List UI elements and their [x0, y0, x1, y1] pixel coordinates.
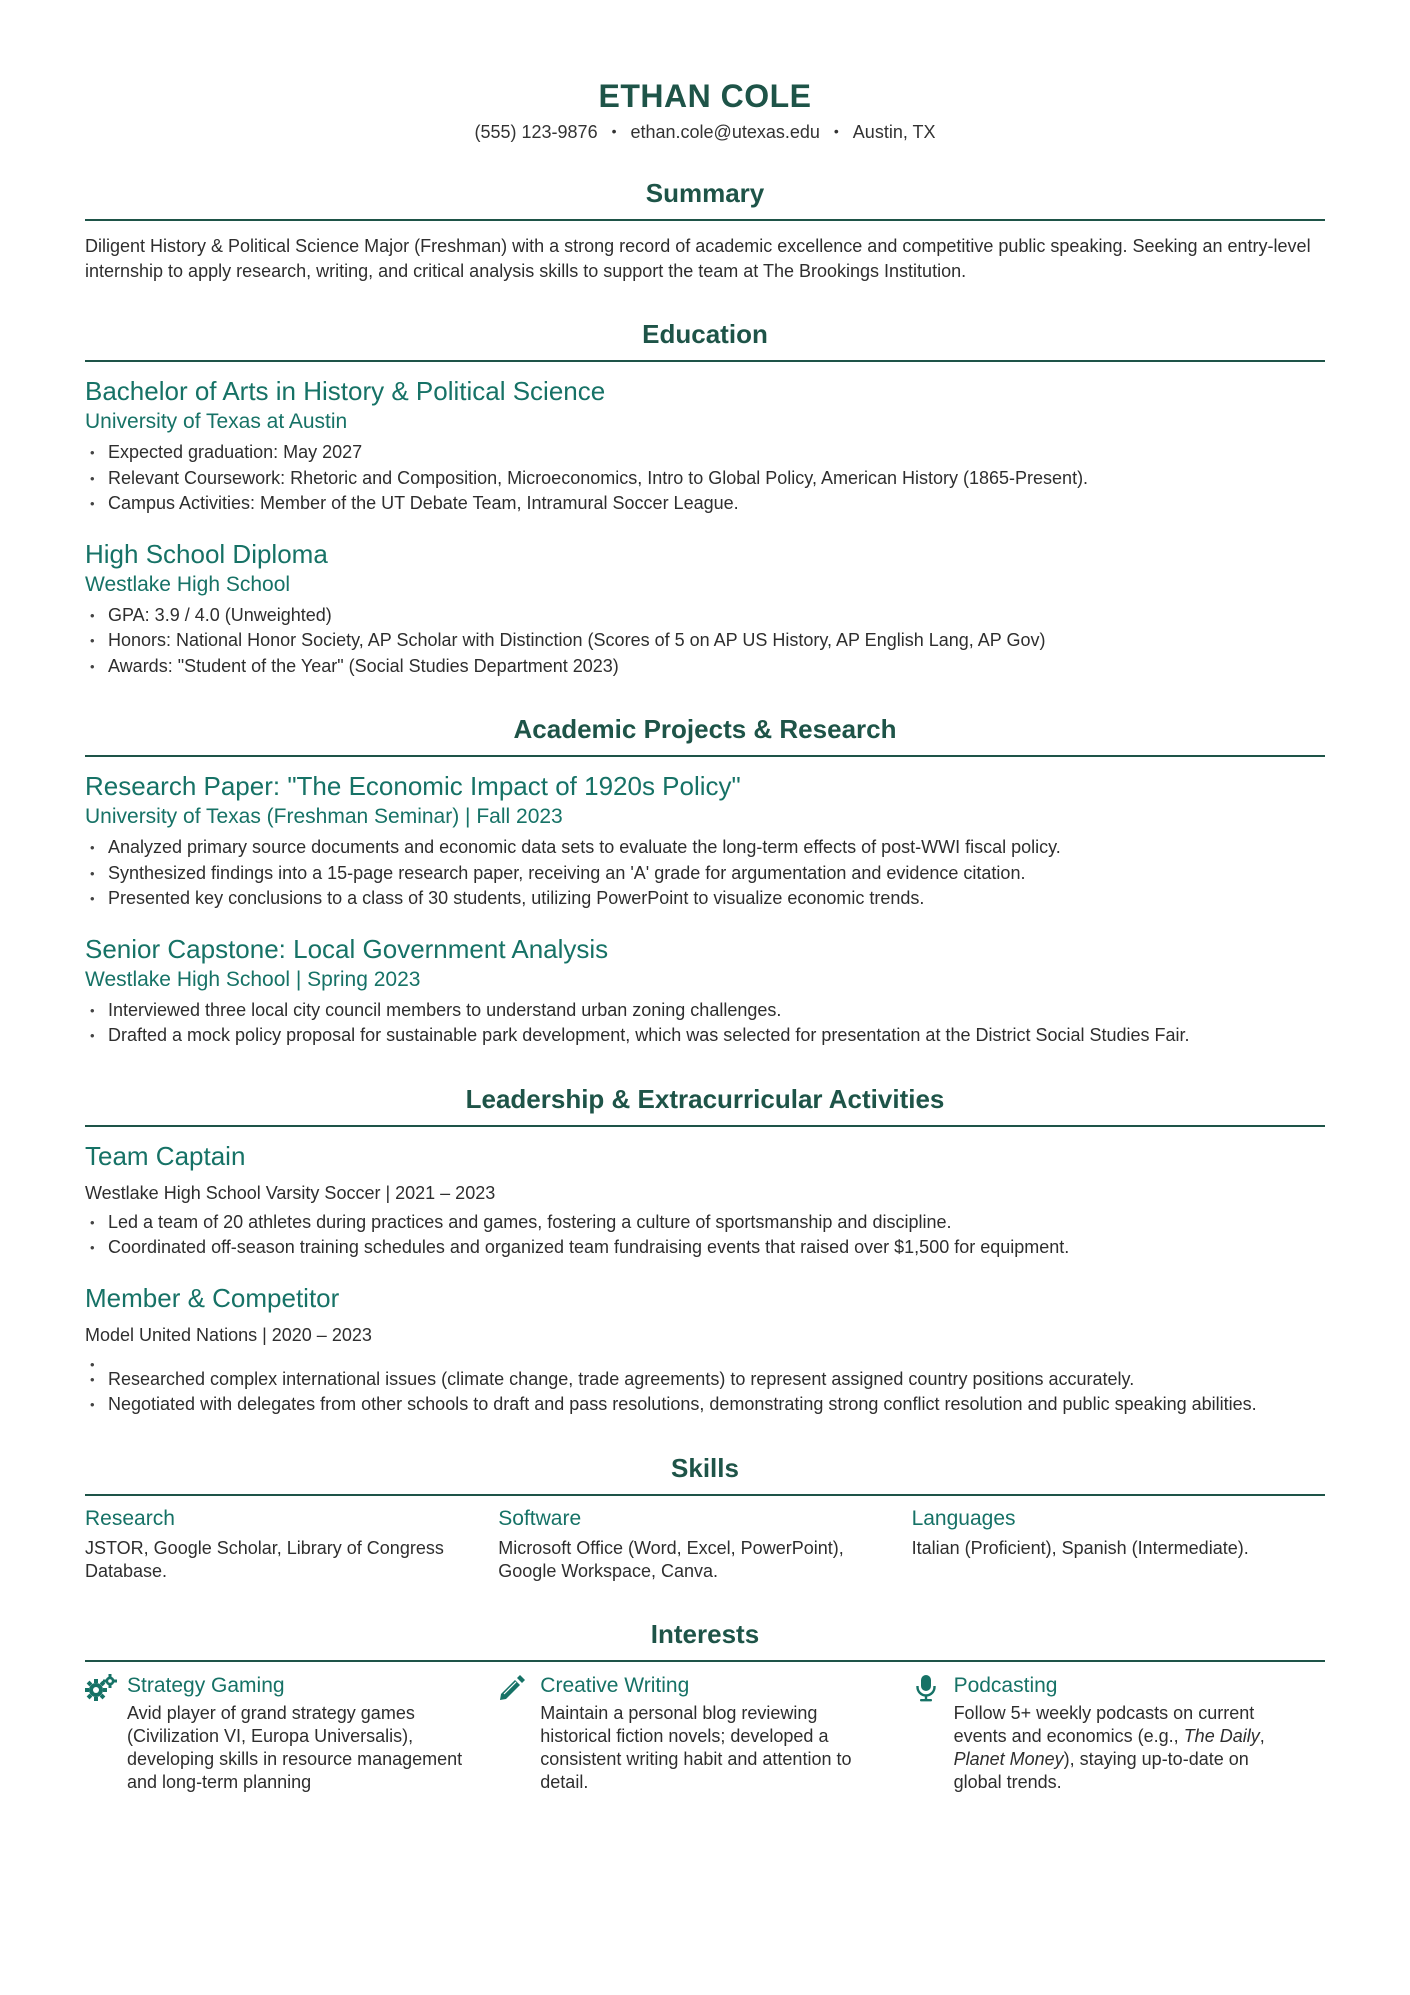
entry-meta: Westlake High School Varsity Soccer | 2021 – 2023	[85, 1182, 496, 1203]
summary-section	[85, 176, 1325, 284]
interest-podcasting	[912, 1672, 1325, 1794]
bullet-item: • Analyzed primary source documents and economic data sets to evaluate the long-term effects of post-WWI fiscal policy.	[90, 837, 1061, 857]
section-divider	[85, 219, 1325, 221]
pencil-icon	[498, 1672, 530, 1794]
bullet-list	[85, 1210, 1325, 1261]
skill-heading: Research	[85, 1506, 175, 1530]
bullet-item: • Campus Activities: Member of the UT Debate Team, Intramural Soccer League.	[90, 493, 739, 513]
section-title-leadership: Leadership & Extracurricular Activities	[465, 1083, 945, 1114]
bullet-item: • Drafted a mock policy proposal for sustainable park development, which was selected for presentation at the District Social Studies Fair.	[90, 1025, 1190, 1045]
bullet-item: • Negotiated with delegates from other schools to draft and pass resolutions, demonstrating strong conflict resolution and public speaking abilities.	[90, 1394, 1257, 1414]
entry-meta: Model United Nations | 2020 – 2023	[85, 1324, 372, 1345]
education-section	[85, 317, 1325, 679]
interest-heading: Creative Writing	[540, 1673, 690, 1697]
skill-column-research	[85, 1505, 498, 1583]
skill-column-languages	[912, 1505, 1325, 1583]
entry-title: Senior Capstone: Local Government Analysis	[85, 933, 609, 964]
interest-text: Avid player of grand strategy games (Civilization VI, Europa Universalis), developing skills in resource management and long-term planning	[127, 1702, 463, 1792]
bullet-list	[85, 603, 1325, 680]
section-title-skills: Skills	[671, 1452, 739, 1483]
separator-dot: •	[833, 123, 839, 139]
bullet-item: • Synthesized findings into a 15-page research paper, receiving an 'A' grade for argumentation and evidence citation.	[90, 862, 1026, 883]
leadership-section	[85, 1082, 1325, 1418]
skills-section	[85, 1451, 1325, 1583]
contact-line	[85, 120, 1325, 145]
interest-heading: Strategy Gaming	[127, 1673, 285, 1697]
skill-text: Italian (Proficient), Spanish (Intermediate).	[911, 1537, 1249, 1558]
entry-title: Bachelor of Arts in History & Political Science	[85, 376, 606, 406]
location: Austin, TX	[852, 122, 936, 142]
interest-creative-writing	[498, 1672, 911, 1794]
skill-text: JSTOR, Google Scholar, Library of Congress Database.	[85, 1537, 444, 1581]
entry-title: Team Captain	[85, 1140, 246, 1171]
project-entry	[85, 770, 1325, 912]
phone-number: (555) 123-9876	[474, 122, 598, 142]
entry-institution: Westlake High School	[85, 572, 291, 596]
entry-subtitle: University of Texas (Freshman Seminar) | Fall 2023	[85, 805, 563, 828]
skill-heading: Software	[498, 1506, 582, 1530]
section-divider	[85, 1660, 1325, 1662]
section-title-interests: Interests	[650, 1618, 760, 1649]
bullet-item: • Awards: "Student of the Year" (Social Studies Department 2023)	[90, 655, 619, 676]
section-divider	[85, 755, 1325, 757]
separator-dot: •	[611, 123, 617, 139]
interests-grid	[85, 1672, 1325, 1794]
bullet-item: • GPA: 3.9 / 4.0 (Unweighted)	[90, 604, 332, 625]
section-title-summary: Summary	[645, 178, 765, 208]
interest-text: Maintain a personal blog reviewing historical fiction novels; developed a consistent writing habit and attention to detail.	[540, 1702, 852, 1792]
summary-text: Diligent History & Political Science Major (Freshman) with a strong record of academic excellence and competitive public speaking. Seeking an entry-level internship to apply research, writing, and critical analysis skills to support the team at The Brookings Institution.	[85, 236, 1311, 281]
interests-section	[85, 1617, 1325, 1794]
podcast-title: Planet Money	[953, 1748, 1064, 1769]
bullet-item: • Expected graduation: May 2027	[90, 442, 363, 462]
entry-title: Member & Competitor	[85, 1282, 340, 1313]
podcast-title: The Daily	[1183, 1725, 1260, 1746]
education-entry	[85, 538, 1325, 680]
bullet-item: • Led a team of 20 athletes during practices and games, fostering a culture of sportsmanship and discipline.	[90, 1211, 952, 1232]
bullet-item: • Researched complex international issues (climate change, trade agreements) to represent assigned country positions accurately.	[90, 1368, 1135, 1389]
skill-text: Microsoft Office (Word, Excel, PowerPoint), Google Workspace, Canva.	[498, 1537, 844, 1581]
bullet-item: • Interviewed three local city council members to understand urban zoning challenges.	[90, 999, 782, 1020]
gears-icon	[85, 1672, 117, 1794]
section-divider	[85, 1125, 1325, 1127]
bullet-item: • Presented key conclusions to a class of 30 students, utilizing PowerPoint to visualize economic trends.	[90, 888, 925, 908]
education-entry	[85, 375, 1325, 517]
skill-column-software	[498, 1505, 911, 1583]
bullet-item: • Coordinated off-season training schedules and organized team fundraising events that raised over $1,500 for equipment.	[90, 1237, 1070, 1257]
bullet-item: • Relevant Coursework: Rhetoric and Composition, Microeconomics, Intro to Global Policy, American History (1865-Present).	[90, 467, 1089, 488]
interest-text: Follow 5+ weekly podcasts on current events and economics (e.g., The Daily, Planet Money), staying up-to-date on global trends.	[953, 1702, 1265, 1792]
leadership-entry	[85, 1140, 1325, 1261]
candidate-name: ETHAN COLE	[598, 78, 812, 114]
email-address[interactable]: ethan.cole@utexas.edu	[630, 122, 820, 142]
interest-strategy-gaming	[85, 1672, 498, 1794]
project-entry	[85, 933, 1325, 1049]
projects-section	[85, 712, 1325, 1049]
bullet-list	[85, 440, 1325, 517]
skill-heading: Languages	[911, 1506, 1016, 1530]
skills-grid	[85, 1505, 1325, 1583]
interest-heading: Podcasting	[953, 1673, 1058, 1697]
bullet-item: • Honors: National Honor Society, AP Scholar with Distinction (Scores of 5 on AP US History, AP English Lang, AP Gov)	[90, 630, 1046, 650]
microphone-icon	[912, 1672, 944, 1794]
section-divider	[85, 1494, 1325, 1496]
section-divider	[85, 360, 1325, 362]
section-title-education: Education	[642, 319, 768, 349]
entry-title: High School Diploma	[85, 538, 328, 569]
bullet-list	[85, 1352, 1325, 1418]
bullet-item: •	[90, 1356, 95, 1372]
resume-header	[85, 0, 1325, 145]
leadership-entry	[85, 1282, 1325, 1418]
entry-institution: University of Texas at Austin	[85, 410, 348, 433]
bullet-list	[85, 998, 1325, 1049]
entry-title: Research Paper: "The Economic Impact of 1920s Policy"	[85, 771, 741, 801]
entry-subtitle: Westlake High School | Spring 2023	[85, 967, 421, 991]
section-title-projects: Academic Projects & Research	[513, 714, 897, 744]
bullet-list	[85, 835, 1325, 912]
